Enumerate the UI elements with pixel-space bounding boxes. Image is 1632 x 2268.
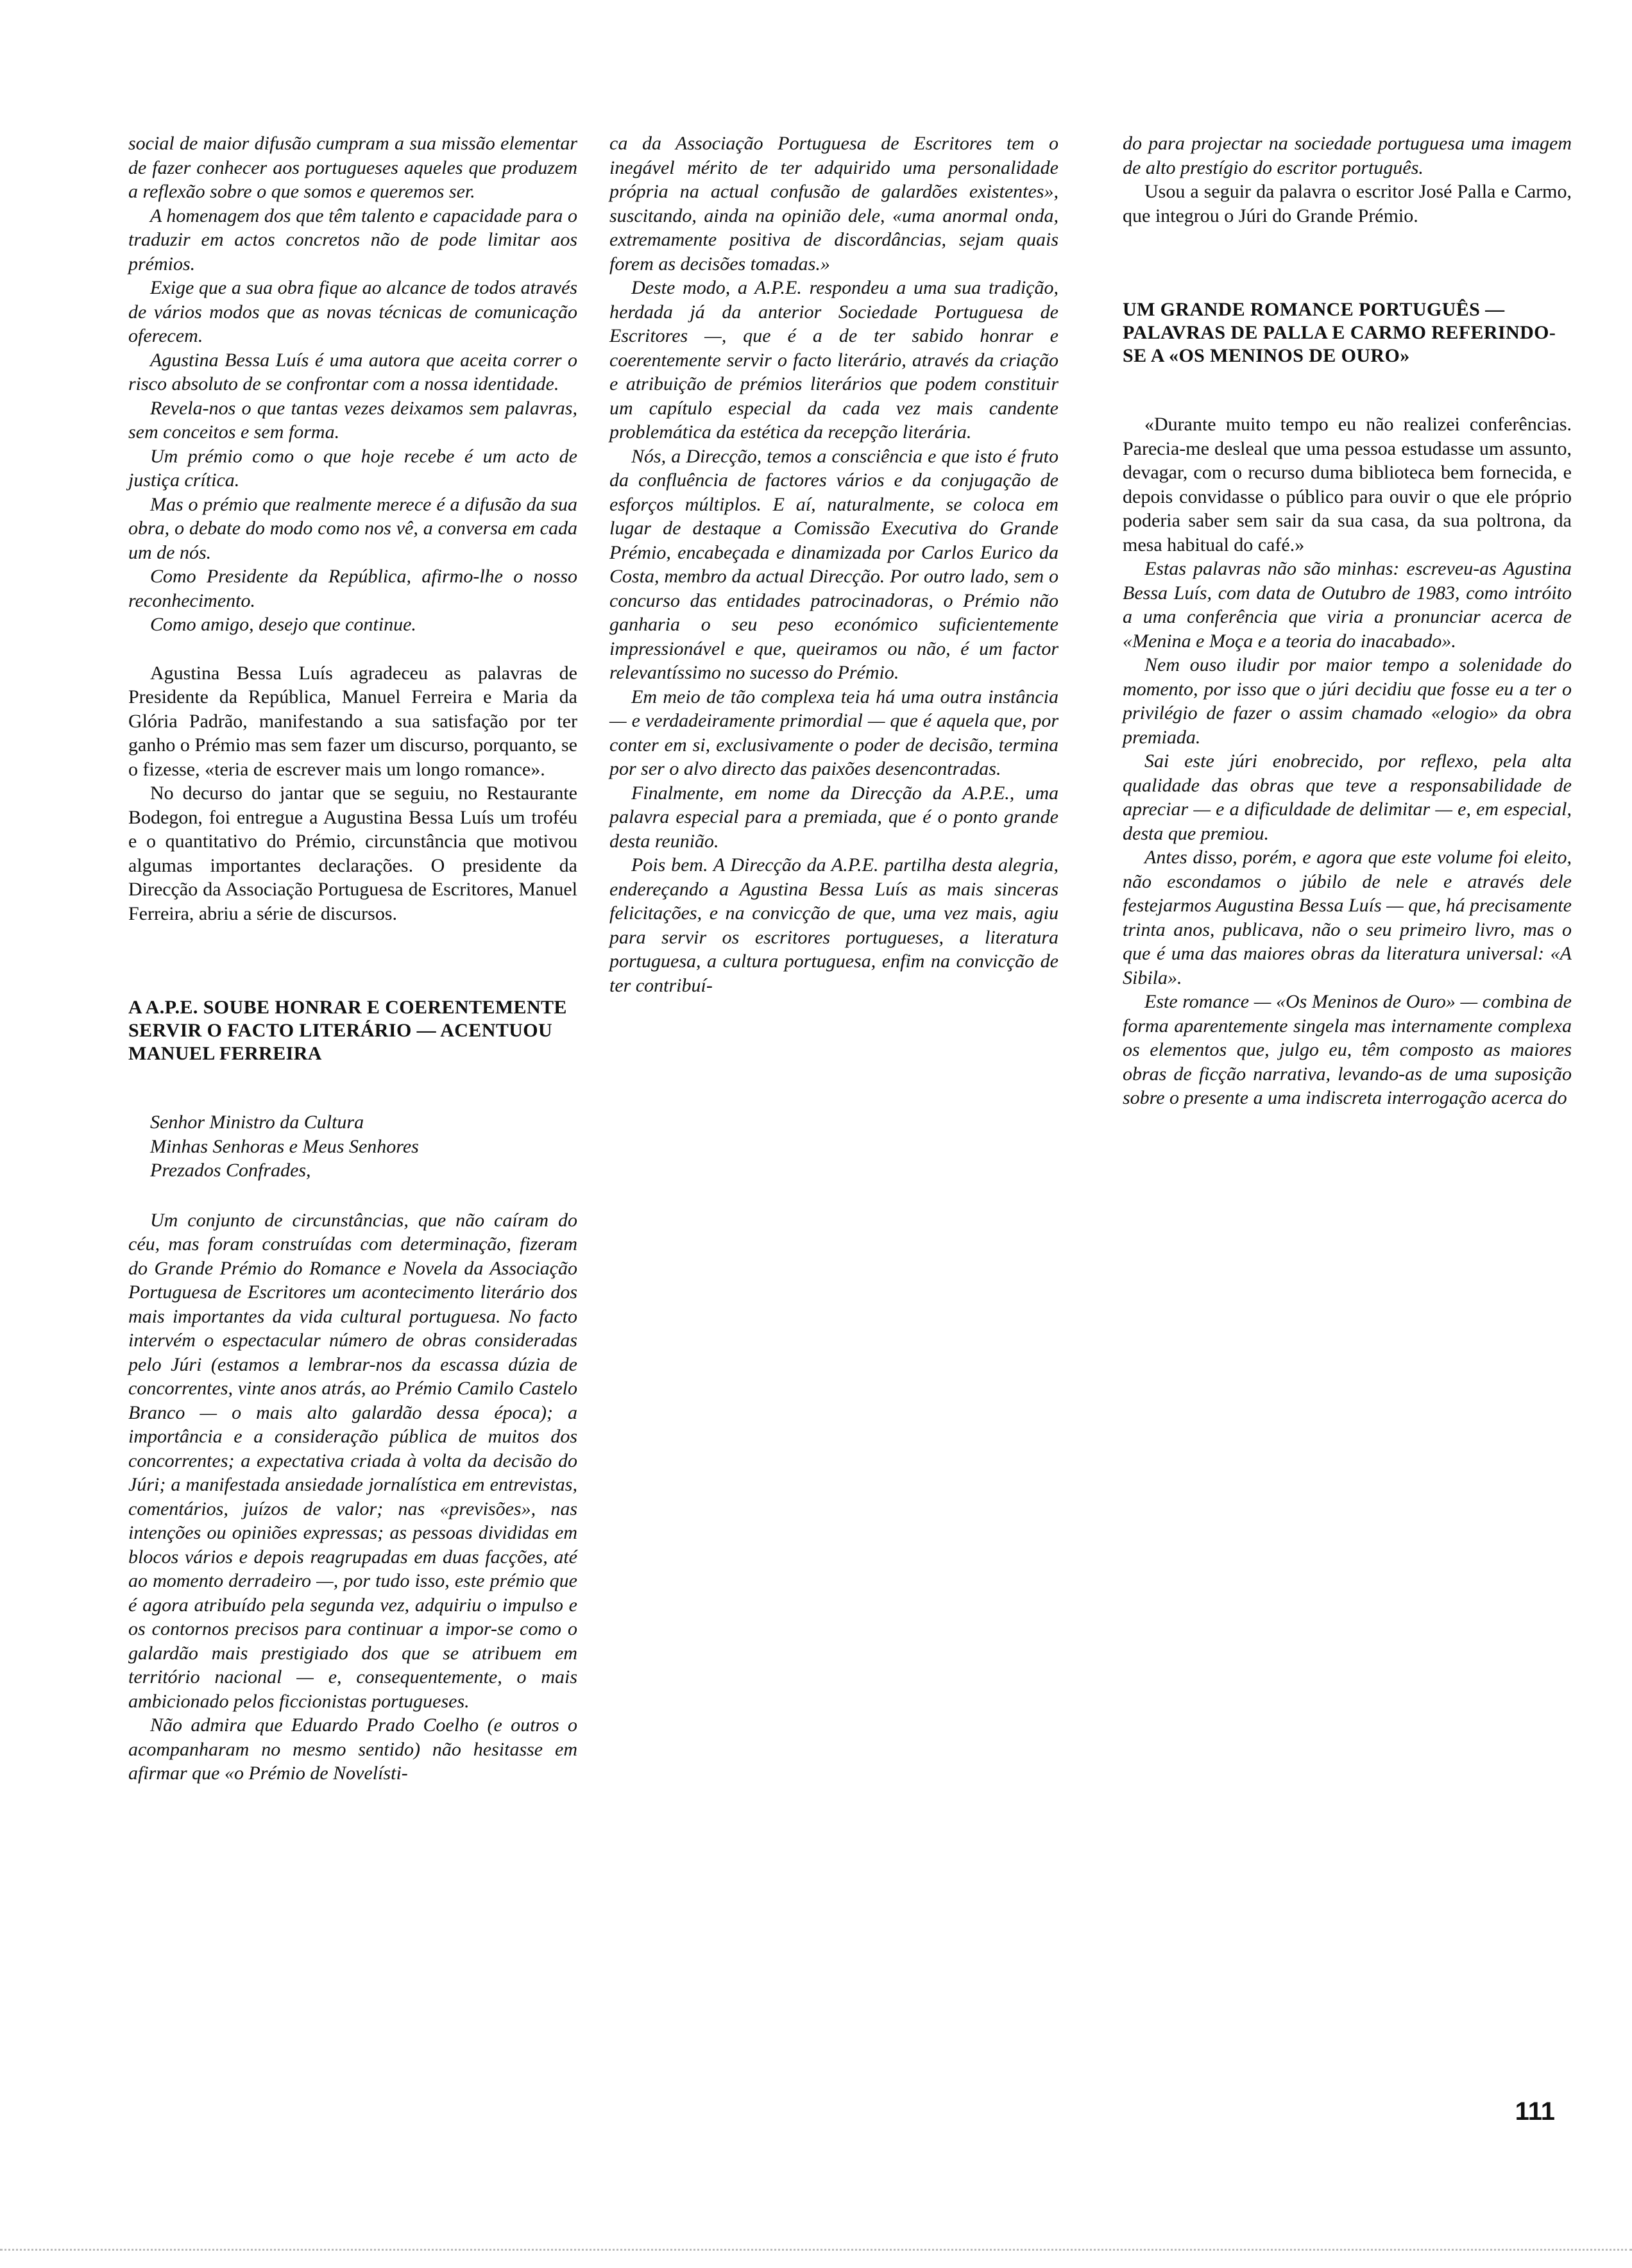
paragraph: Nós, a Direcção, temos a consciência e que isto é fruto da confluência de factores vários e da conjugação de esforços múltiplos. E aí, naturalmente, se coloca em lugar de destaque a Comissão Executiva do Grande Prémio, encabeçada e dinamizada por Carlos Eurico da Costa, membro da actual Direcção. Por outro lado, sem o concurso das entidades patrocinadoras, o Prémio não ganharia o seu peso económico suficientemente impressionável e que, queiramos ou não, é um factor relevantíssimo no sucesso do Prémio.: [609, 445, 1058, 683]
section-heading-ape: A A.P.E. SOUBE HONRAR E COERENTEMENTE SERVIR O FACTO LITERÁRIO — ACENTUOU MANUEL FERREIRA: [128, 997, 567, 1064]
paragraph: Deste modo, a A.P.E. respondeu a uma sua tradição, herdada já da anterior Sociedade Portuguesa de Escritores —, que é a de ter sabido honrar e coerentemente servir o facto literário, através da criação e atribuição de prémios literários que podem constituir um capítulo especial da cada vez mais candente problemática da estética da recepção literária.: [609, 277, 1058, 443]
paragraph: Um prémio como o que hoje recebe é um acto de justiça crítica.: [128, 445, 577, 491]
paragraph: Revela-nos o que tantas vezes deixamos sem palavras, sem conceitos e sem forma.: [128, 397, 577, 443]
column-left: [128, 131, 577, 1786]
paragraph: Sai este júri enobrecido, por reflexo, pela alta qualidade das obras que teve a responsabilidade de apreciar — e a dificuldade de delimitar — e, em especial, desta que premiou.: [1123, 750, 1572, 844]
col1-intro-blocks: [128, 131, 577, 926]
paragraph: Agustina Bessa Luís é uma autora que aceita correr o risco absoluto de se confrontar com a nossa identidade.: [128, 349, 577, 394]
paragraph: A homenagem dos que têm talento e capacidade para o traduzir em actos concretos não de pode limitar aos prémios.: [128, 205, 577, 275]
paragraph: Mas o prémio que realmente merece é a difusão da sua obra, o debate do modo como nos vê, a conversa em cada um de nós.: [128, 493, 577, 563]
col3-speech-blocks: [1123, 412, 1572, 1110]
salutation-line: Prezados Confrades,: [150, 1160, 311, 1181]
paragraph: Antes disso, porém, e agora que este volume foi eleito, não escondamos o júbilo de nele e através dele festejarmos Augustina Bessa Luís — que, há precisamente trinta anos, publicava, não o seu primeiro livro, mas o que é uma das maiores obras da literatura universal: «A Sibila».: [1123, 847, 1572, 988]
salutation-line: Minhas Senhoras e Meus Senhores: [150, 1135, 419, 1157]
paragraph: Em meio de tão complexa teia há uma outra instância — e verdadeiramente primordial — que é aquela que, por conter em si, exclusivamente o poder de decisão, termina por ser o alvo directo das paixões desencontradas.: [609, 686, 1058, 779]
paragraph: Usou a seguir da palavra o escritor José Palla e Carmo, que integrou o Júri do Grande Prémio.: [1123, 181, 1572, 226]
paragraph: Nem ouso iludir por maior tempo a solenidade do momento, por isso que o júri decidiu que fosse eu a ter o privilégio de fazer o assim chamado «elogio» da obra premiada.: [1123, 654, 1572, 748]
paragraph: Este romance — «Os Meninos de Ouro» — combina de forma aparentemente singela mas internamente complexa os elementos que, julgo eu, têm composto as maiores obras de ficção narrativa, levando-as de uma suposição sobre o presente a uma indiscreta interrogação acerca do: [1123, 991, 1572, 1108]
column-right: [1123, 131, 1572, 1110]
salutation-block: [150, 1110, 577, 1183]
paragraph: Estas palavras não são minhas: escreveu-as Agustina Bessa Luís, com data de Outubro de 1983, como intróito a uma conferência que viria a pronunciar acerca de «Menina e Moça e a teoria do inacabado».: [1123, 558, 1572, 652]
column-middle: [609, 131, 1058, 997]
paragraph: ca da Associação Portuguesa de Escritores tem o inegável mérito de ter adquirido uma personalidade própria na actual confusão de galardões existentes», suscitando, ainda na opinião dele, «uma anormal onda, extremamente positiva de discordâncias, sejam quais forem as decisões tomadas.»: [609, 133, 1058, 275]
paragraph: Agustina Bessa Luís agradeceu as palavras de Presidente da República, Manuel Ferreira e Maria da Glória Padrão, manifestando a sua satisfação por ter ganho o Prémio mas sem fazer um discurso, porquanto, se o fizesse, «teria de escrever mais um longo romance».: [128, 662, 577, 780]
paragraph: No decurso do jantar que se seguiu, no Restaurante Bodegon, foi entregue a Augustina Bessa Luís um troféu e o quantitativo do Prémio, circunstância que motivou algumas importantes declarações. O presidente da Direcção da Associação Portuguesa de Escritores, Manuel Ferreira, abriu a série de discursos.: [128, 783, 577, 924]
paragraph: Não admira que Eduardo Prado Coelho (e outros o acompanharam no mesmo sentido) não hesitasse em afirmar que «o Prémio de Novelísti-: [128, 1714, 577, 1784]
paragraph: Exige que a sua obra fique ao alcance de todos através de vários modos que as novas técnicas de comunicação oferecem.: [128, 277, 577, 346]
paragraph: Finalmente, em nome da Direcção da A.P.E., uma palavra especial para a premiada, que é o ponto grande desta reunião.: [609, 782, 1058, 852]
page-number: 111: [1515, 2097, 1555, 2126]
col3-intro-blocks: [1123, 131, 1572, 228]
paragraph: Como Presidente da República, afirmo-lhe o nosso reconhecimento.: [128, 566, 577, 611]
paragraph: Pois bem. A Direcção da A.P.E. partilha desta alegria, endereçando a Agustina Bessa Luís as mais sinceras felicitações, e na convicção de que, uma vez mais, agiu para servir os escritores portugueses, a literatura portuguesa, a cultura portuguesa, enfim na convicção de ter contribuí-: [609, 854, 1058, 996]
scan-edge-rule: [0, 2249, 1632, 2251]
section-heading-palla-e-carmo: UM GRANDE ROMANCE PORTUGUÊS — PALAVRAS DE PALLA E CARMO REFERINDO-SE A «OS MENINOS DE OURO»: [1123, 299, 1556, 366]
paragraph: do para projectar na sociedade portuguesa uma imagem de alto prestígio do escritor português.: [1123, 133, 1572, 178]
col1-speech-blocks: [128, 1208, 577, 1786]
salutation-line: Senhor Ministro da Cultura: [150, 1112, 364, 1133]
paragraph: Como amigo, desejo que continue.: [150, 614, 416, 635]
paragraph: Um conjunto de circunstâncias, que não caíram do céu, mas foram construídas com determinação, fizeram do Grande Prémio do Romance e Novela da Associação Portuguesa de Escritores um acontecimento literário dos mais importantes da vida cultural portuguesa. No facto intervém o espectacular número de obras consideradas pelo Júri (estamos a lembrar-nos da escassa dúzia de concorrentes, vinte anos atrás, ao Prémio Camilo Castelo Branco — o mais alto galardão dessa época); a importância e a consideração pública de muitos dos concorrentes; a expectativa criada à volta da decisão do Júri; a manifestada ansiedade jornalística em entrevistas, comentários, juízos de valor; nas «previsões», nas intenções ou opiniões expressas; as pessoas divididas em blocos vários e depois reagrupadas em duas facções, até ao momento derradeiro —, por tudo isso, este prémio que é agora atribuído pela segunda vez, adquiriu o impulso e os contornos precisos para continuar a impor-se como o galardão mais prestigiado dos que se atribuem em território nacional — e, consequentemente, o mais ambicionado pelos ficcionistas portugueses.: [128, 1209, 577, 1712]
paragraph: social de maior difusão cumpram a sua missão elementar de fazer conhecer aos portugueses aqueles que produzem a reflexão sobre o que somos e queremos ser.: [128, 133, 577, 202]
col2-blocks: [609, 131, 1058, 997]
paragraph: «Durante muito tempo eu não realizei conferências. Parecia-me desleal que uma pessoa estudasse um assunto, devagar, com o recurso duma biblioteca bem fornecida, e depois convidasse o público para ouvir o que ele próprio poderia saber sem sair da sua casa, da sua poltrona, da mesa habitual do café.»: [1123, 414, 1572, 555]
